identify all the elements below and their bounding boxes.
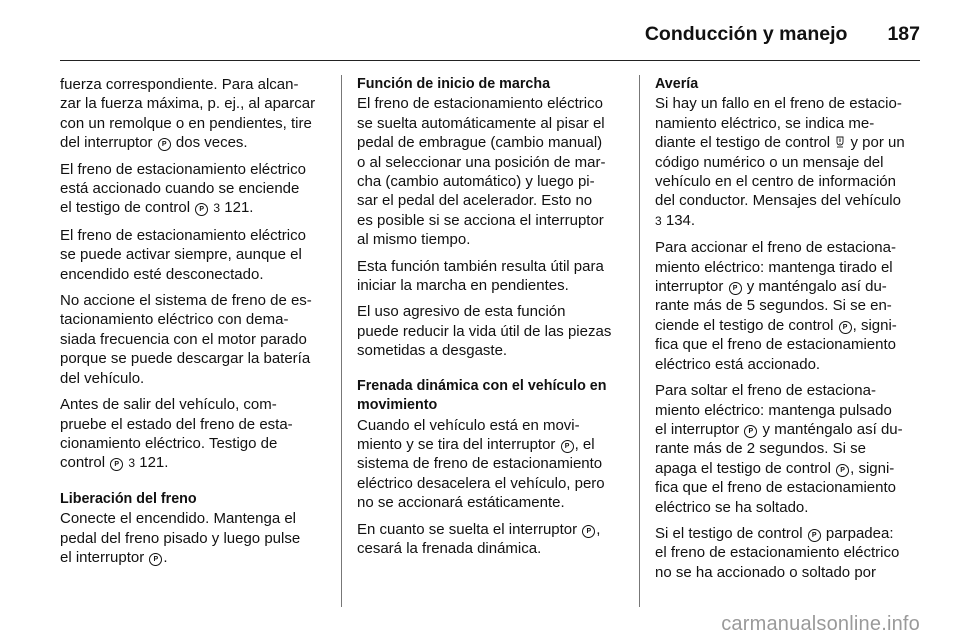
text-line: Esta función también resulta útil para	[357, 257, 604, 275]
section-heading: movimiento	[357, 397, 438, 414]
text-line: El uso agresivo de esta función	[357, 303, 566, 321]
text-line: eléctrico se ha soltado.	[655, 498, 809, 516]
text-line: iniciar la marcha en pendientes.	[357, 277, 569, 295]
text-line: Conecte el encendido. Mantenga el	[60, 510, 297, 528]
text-line: puede reducir la vida útil de las piezas	[357, 322, 612, 340]
parking-brake-icon: P	[561, 440, 574, 453]
text-line: sistema de freno de estacionamiento	[357, 455, 603, 473]
parking-brake-icon: P	[149, 553, 162, 566]
text-line: interruptor P y manténgalo así du-	[655, 278, 887, 296]
text-line: el interruptor P .	[60, 548, 168, 566]
text-line: vehículo en el centro de información	[655, 173, 896, 191]
text-line: con un remolque o en pendientes, tire	[60, 114, 312, 132]
text-line: el freno de estacionamiento eléctrico	[655, 544, 900, 562]
text-line: pedal del freno pisado y luego pulse	[60, 529, 301, 547]
text-line: no se accionará estáticamente.	[357, 494, 565, 512]
page-reference-arrow-icon: 3	[655, 213, 662, 228]
text-line: porque se puede descargar la batería	[60, 350, 311, 368]
text-line: pedal de embrague (cambio manual)	[357, 134, 603, 152]
page-reference-arrow-icon: 3	[213, 201, 221, 216]
text-line: cesará la frenada dinámica.	[357, 539, 542, 557]
parking-brake-icon: P	[839, 321, 852, 334]
parking-brake-icon: P	[744, 425, 757, 438]
column-2	[357, 75, 623, 558]
text-line: al mismo tiempo.	[357, 231, 471, 249]
text-line: miento y se tira del interruptor P , el	[357, 435, 595, 453]
text-line: miento eléctrico: mantenga tirado el	[655, 258, 893, 276]
text-line: el interruptor P y manténgalo así du-	[655, 420, 903, 438]
column-3	[655, 75, 923, 582]
text-line: encendido esté desconectado.	[60, 265, 264, 283]
text-line: miento eléctrico: mantenga pulsado	[655, 401, 892, 419]
text-line: ciende el testigo de control P , signi-	[655, 316, 897, 334]
text-line: rante más de 2 segundos. Si se	[655, 440, 866, 458]
parking-brake-icon: P	[729, 282, 742, 295]
text-line: El freno de estacionamiento eléctrico	[60, 226, 306, 244]
column-divider-2	[639, 75, 640, 607]
page-header	[60, 20, 920, 48]
text-line: Para accionar el freno de estaciona-	[655, 239, 896, 257]
text-line: siada frecuencia con el motor parado	[60, 330, 307, 348]
column-divider-1	[341, 75, 342, 607]
header-rule	[60, 60, 920, 61]
text-line: diante el testigo de control y por un	[655, 134, 905, 152]
text-line: 3 134.	[655, 211, 923, 231]
text-line: fica que el freno de estacionamiento	[655, 336, 896, 354]
text-line: Si hay un fallo en el freno de estacio-	[655, 95, 902, 113]
column-1	[60, 75, 324, 567]
text-line: control P 3 121.	[60, 453, 324, 473]
text-line: o al seleccionar una posición de mar-	[357, 153, 606, 171]
text-line: eléctrico desacelera el vehículo, pero	[357, 474, 605, 492]
text-line: sar el pedal del acelerador. Esto no	[357, 192, 593, 210]
text-line: fica que el freno de estacionamiento	[655, 479, 896, 497]
text-line: se puede activar siempre, aunque el	[60, 246, 302, 264]
text-line: eléctrico está accionado.	[655, 355, 821, 373]
text-line: sometidas a desgaste.	[357, 342, 508, 360]
text-line: El freno de estacionamiento eléctrico	[60, 160, 306, 178]
fault-warning-icon	[835, 136, 845, 148]
text-line: Para soltar el freno de estaciona-	[655, 382, 876, 400]
parking-brake-icon: P	[808, 529, 821, 542]
text-line: El freno de estacionamiento eléctrico	[357, 95, 603, 113]
text-line: cionamiento eléctrico. Testigo de	[60, 434, 278, 452]
text-line: pruebe el estado del freno de esta-	[60, 415, 293, 433]
section-heading: Función de inicio de marcha	[357, 76, 551, 92]
page-number: 187	[887, 22, 920, 45]
text-line: namiento eléctrico, se indica me-	[655, 114, 875, 132]
text-line: fuerza correspondiente. Para alcan-	[60, 76, 299, 93]
text-line: rante más de 5 segundos. Si se en-	[655, 297, 892, 315]
section-heading: Liberación del freno	[60, 490, 197, 507]
text-line: código numérico o un mensaje del	[655, 153, 884, 171]
text-line: apaga el testigo de control P , signi-	[655, 459, 895, 477]
text-line: no se ha accionado o soltado por	[655, 563, 876, 581]
parking-brake-icon: P	[195, 203, 208, 216]
text-line: En cuanto se suelta el interruptor P ,	[357, 520, 601, 538]
text-line: cha (cambio automático) y luego pi-	[357, 173, 595, 191]
parking-brake-icon: P	[836, 464, 849, 477]
text-line: Si el testigo de control P parpadea:	[655, 524, 894, 542]
text-line: del interruptor P dos veces.	[60, 134, 248, 152]
text-line: No accione el sistema de freno de es-	[60, 292, 312, 310]
text-line: el testigo de control P 3 121.	[60, 198, 324, 218]
parking-brake-icon: P	[110, 458, 123, 471]
parking-brake-icon: P	[582, 525, 595, 538]
text-line: es posible si se acciona el interruptor	[357, 211, 604, 229]
page-reference-arrow-icon: 3	[128, 456, 136, 471]
text-line: del vehículo.	[60, 369, 145, 387]
parking-brake-icon: P	[158, 138, 171, 151]
text-line: tacionamiento eléctrico con dema-	[60, 311, 289, 329]
text-line: está accionado cuando se enciende	[60, 180, 300, 198]
text-line: del conductor. Mensajes del vehículo	[655, 192, 901, 210]
text-line: se suelta automáticamente al pisar el	[357, 114, 605, 132]
text-line: Antes de salir del vehículo, com-	[60, 396, 277, 414]
watermark: carmanualsonline.info	[721, 613, 920, 635]
text-line: Cuando el vehículo está en movi-	[357, 416, 580, 434]
text-line: zar la fuerza máxima, p. ej., al aparcar	[60, 95, 316, 113]
section-heading: Avería	[655, 76, 699, 92]
section-heading: Frenada dinámica con el vehículo en	[357, 377, 607, 394]
page-title: Conducción y manejo	[644, 22, 848, 45]
